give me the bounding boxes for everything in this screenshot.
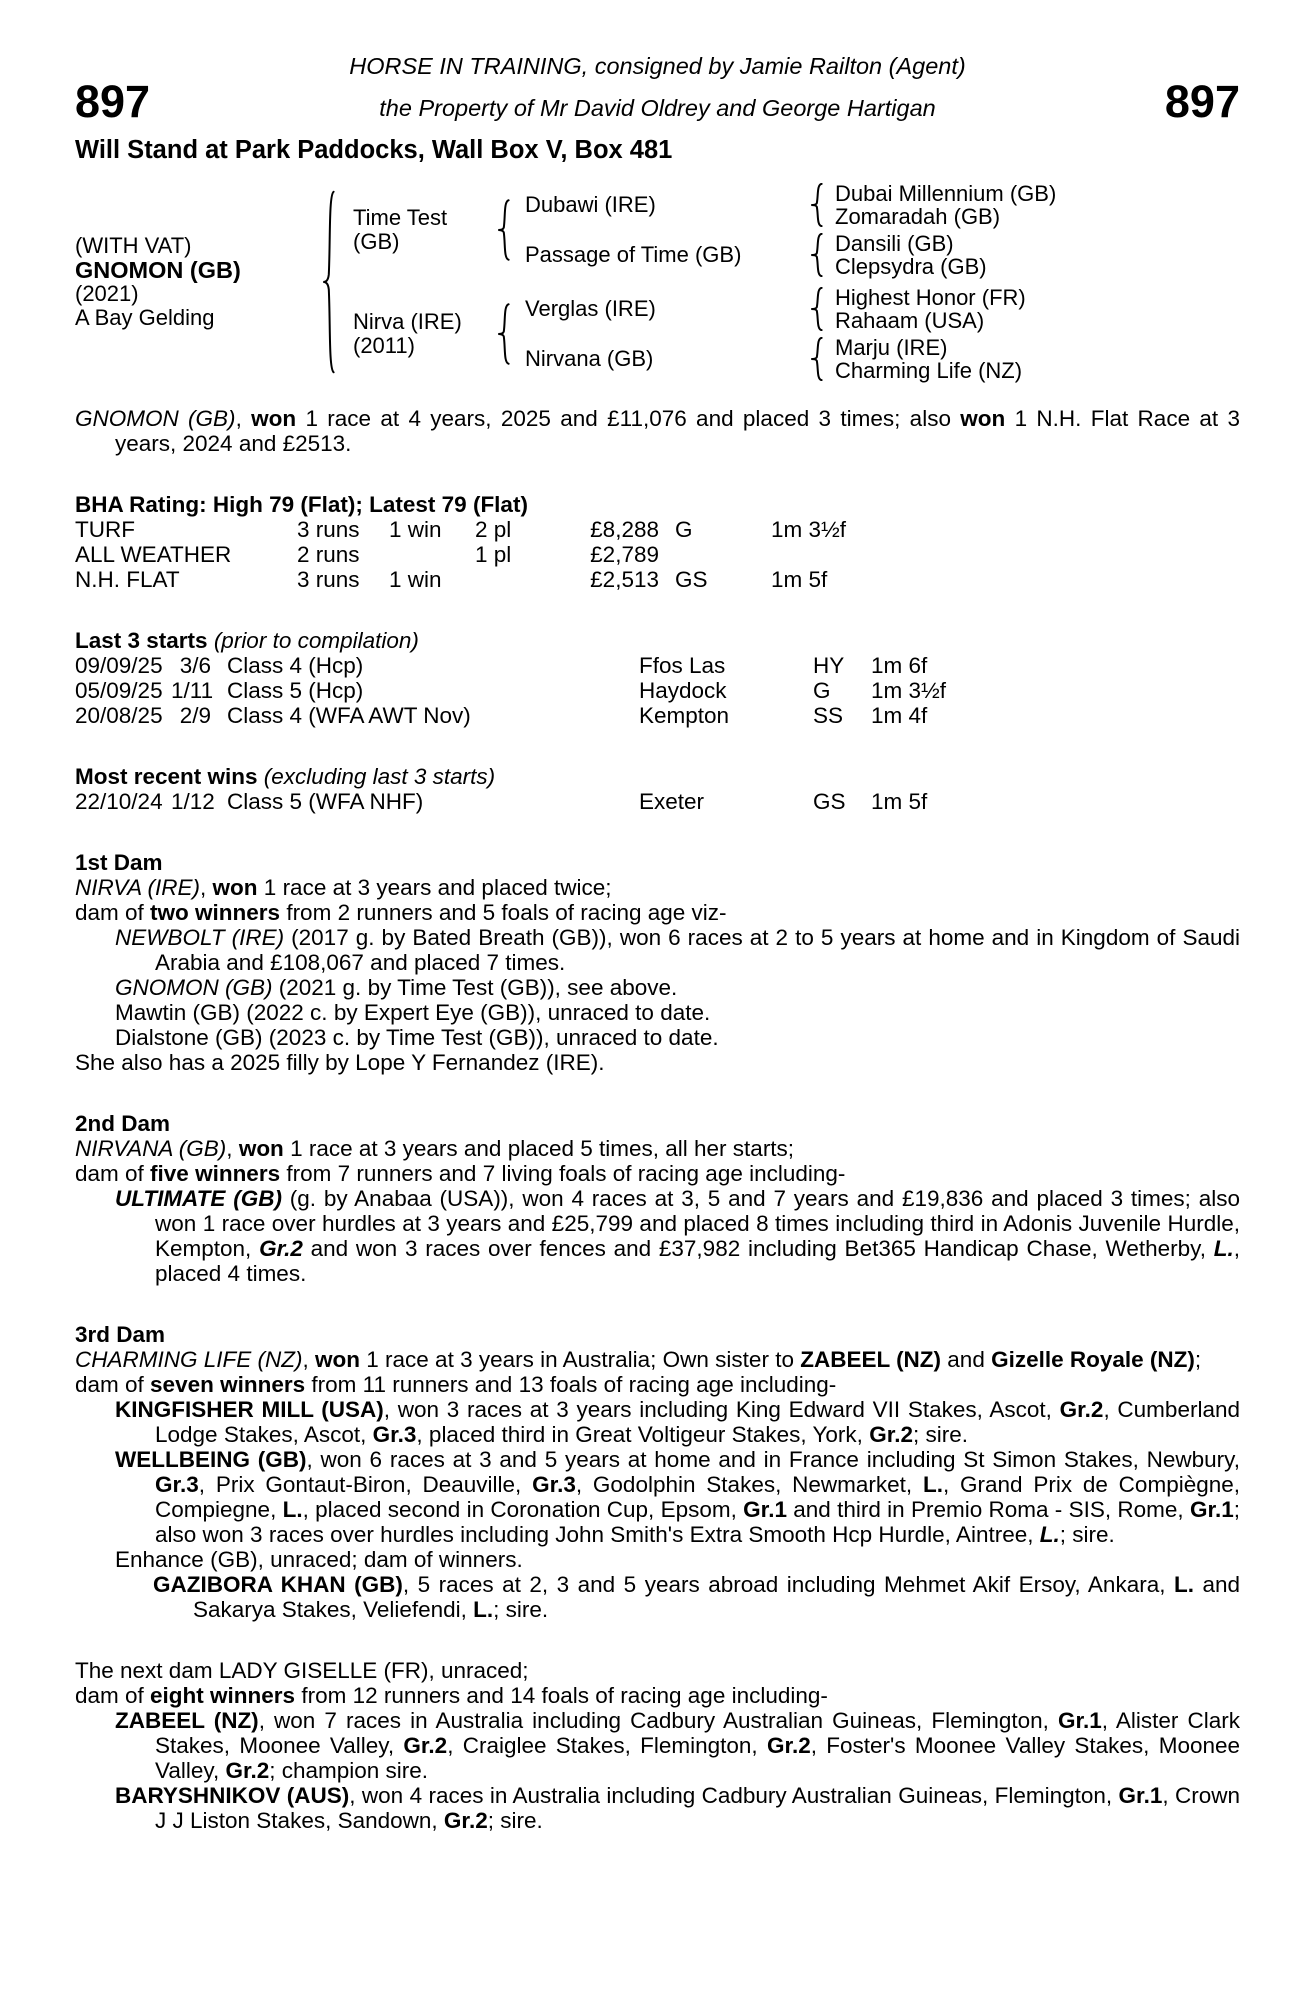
dam-name-block — [341, 310, 491, 358]
text-segment: L. — [473, 1597, 494, 1622]
text-segment: , Alister Clark Stakes, Moonee Valley, — [155, 1708, 1240, 1758]
granddam-name: Nirvana (GB) — [525, 346, 654, 371]
brace-glyph — [495, 199, 511, 261]
dam-paragraph — [75, 1050, 1240, 1075]
text-segment: Gr.2 — [403, 1733, 448, 1758]
text-segment: NEWBOLT (IRE) — [115, 925, 285, 950]
text-segment: (2017 g. by Bated Breath (GB)), won 6 races at 2 to 5 years at home and in Kingdom of Saudi Arabia and £108,067 and placed 7 times. — [155, 925, 1240, 975]
last-starts-heading — [75, 628, 1240, 653]
last-starts-section — [75, 628, 1240, 728]
text-segment: Gr.2 — [869, 1422, 913, 1447]
text-segment: 1 race at 3 years and placed twice; — [257, 875, 612, 900]
start-position: 3/6 — [179, 653, 211, 678]
pedigree-grandparent-row — [515, 182, 1240, 228]
dam-paragraph — [75, 1161, 1240, 1186]
text-segment: dam of — [75, 900, 151, 925]
pedigree-parents — [341, 182, 1240, 382]
table-row — [75, 653, 1240, 678]
text-segment: , Crown J J Liston Stakes, Sandown, — [155, 1783, 1240, 1833]
section-heading-text: Most recent wins — [75, 764, 258, 789]
text-segment: , — [302, 1347, 316, 1372]
table-row — [75, 703, 1240, 728]
offspring-paragraph — [115, 1000, 1240, 1025]
bha-going: G — [675, 517, 693, 542]
text-segment: , won 3 races at 3 years including King Edward VII Stakes, Ascot, — [383, 1397, 1060, 1422]
start-going: G — [813, 678, 831, 703]
dam-paragraph — [75, 875, 1240, 900]
offspring-paragraph — [115, 1186, 1240, 1286]
first-dam-section — [75, 850, 1240, 1075]
bha-distance — [771, 542, 1240, 567]
great-granddam-name: Charming Life (NZ) — [835, 358, 1023, 383]
great-grandsire-name: Dansili (GB) — [835, 231, 954, 256]
text-segment: Gr.1 — [1057, 1708, 1102, 1733]
bha-distance: 1m 3½f — [771, 517, 847, 542]
bha-runs: 2 runs — [297, 542, 360, 567]
text-segment: and won 3 races over fences and £37,982 including Bet365 Handicap Chase, Wetherby, — [302, 1236, 1214, 1261]
vat-note: (WITH VAT) — [75, 233, 192, 258]
bha-surface: TURF — [75, 517, 135, 542]
bha-earnings: £2,513 — [590, 567, 659, 592]
text-segment: (g. by Anabaa (USA)), won 4 races at 3, 5 and 7 years and £19,836 and placed 3 times; also won 1 race over hurdles at 3 years and £25,799 and placed 8 times including third in Adonis Juvenile Hurdle, Kempton, — [155, 1186, 1240, 1261]
text-segment: WELLBEING (GB) — [115, 1447, 307, 1472]
text-segment: , placed 4 times. — [155, 1236, 1240, 1286]
offspring-paragraph — [115, 1708, 1240, 1783]
text-segment: two winners — [150, 900, 281, 925]
text-segment: ULTIMATE (GB) — [115, 1186, 282, 1211]
text-segment: won — [238, 1136, 284, 1161]
text-segment: 1 race at 3 years and placed 5 times, all her starts; — [283, 1136, 795, 1161]
text-segment: Gr.1 — [743, 1497, 787, 1522]
great-granddam-name: Zomaradah (GB) — [835, 204, 1001, 229]
pedigree-brace — [315, 188, 341, 376]
text-segment: and — [941, 1347, 992, 1372]
win-going: GS — [813, 789, 846, 814]
bha-places — [475, 567, 561, 592]
text-segment: 1 N.H. Flat Race at 3 years, 2024 and £2513. — [115, 406, 1240, 456]
text-segment: ; — [1194, 1347, 1202, 1372]
text-segment: Gr.1 — [1118, 1783, 1163, 1808]
brace-glyph — [808, 287, 824, 331]
start-race: Class 4 (Hcp) — [227, 653, 364, 678]
text-segment: Dialstone (GB) (2023 c. by Time Test (GB)), unraced to date. — [115, 1025, 719, 1050]
start-going: SS — [813, 703, 844, 728]
great-grandparent-pair — [827, 182, 1240, 228]
offspring-paragraph — [115, 975, 1240, 1000]
text-segment: Mawtin (GB) (2022 c. by Expert Eye (GB)), unraced to date. — [115, 1000, 711, 1025]
text-segment: , 5 races at 2, 3 and 5 years abroad including Mehmet Akif Ersoy, Ankara, — [402, 1572, 1174, 1597]
section-heading-note: (excluding last 3 starts) — [257, 764, 496, 789]
start-date: 05/09/25 — [75, 678, 163, 703]
bha-places: 2 pl — [475, 517, 512, 542]
consignment-header: HORSE IN TRAINING, consigned by Jamie Railton (Agent) — [349, 53, 966, 79]
bha-places: 1 pl — [475, 542, 512, 567]
text-segment: Gr.2 — [225, 1758, 270, 1783]
text-segment: from 2 runners and 5 foals of racing age viz- — [280, 900, 727, 925]
text-segment: , — [200, 875, 213, 900]
property-line: the Property of Mr David Oldrey and George Hartigan — [379, 95, 936, 121]
great-grandparent-pair — [827, 336, 1240, 382]
horse-name: GNOMON (GB) — [75, 257, 241, 283]
offspring-paragraph — [115, 1547, 1240, 1572]
text-segment: The next dam LADY GISELLE (FR), unraced; — [75, 1658, 529, 1683]
bha-wins — [389, 542, 475, 567]
text-segment: ZABEEL (NZ) — [115, 1708, 259, 1733]
text-segment: eight winners — [150, 1683, 296, 1708]
text-segment: from 11 runners and 13 foals of racing age including- — [305, 1372, 837, 1397]
great-granddam-name: Rahaam (USA) — [835, 308, 985, 333]
text-segment: Gr.3 — [155, 1472, 199, 1497]
offspring-paragraph — [115, 1397, 1240, 1447]
dam-paragraph — [75, 1683, 1240, 1708]
start-distance: 1m 4f — [871, 703, 928, 728]
dam-paragraph — [75, 1372, 1240, 1397]
text-segment: and third in Premio Roma - SIS, Rome, — [786, 1497, 1190, 1522]
start-date: 09/09/25 — [75, 653, 163, 678]
start-position: 2/9 — [179, 703, 211, 728]
pedigree-sire-branch — [341, 182, 1240, 278]
recent-wins-section — [75, 764, 1240, 814]
third-dam-section — [75, 1322, 1240, 1622]
text-segment: ; champion sire. — [269, 1758, 429, 1783]
text-segment: BARYSHNIKOV (AUS) — [115, 1783, 350, 1808]
great-grandsire-name: Marju (IRE) — [835, 335, 948, 360]
section-heading-note: (prior to compilation) — [207, 628, 419, 653]
start-distance: 1m 6f — [871, 653, 928, 678]
pedigree-brace — [805, 337, 827, 381]
text-segment: , Cumberland Lodge Stakes, Ascot, — [155, 1397, 1240, 1447]
pedigree-brace — [491, 199, 515, 261]
start-course: Kempton — [639, 703, 730, 728]
text-segment: L. — [1039, 1522, 1060, 1547]
great-grandparent-pair — [827, 232, 1240, 278]
text-segment: ; sire. — [493, 1597, 549, 1622]
dam-paragraph — [75, 1347, 1240, 1372]
text-segment: , won 7 races in Australia including Cadbury Australian Guineas, Flemington, — [258, 1708, 1058, 1733]
text-segment: She also has a 2025 filly by Lope Y Fernandez (IRE). — [75, 1050, 605, 1075]
grandsire-name: Dubawi (IRE) — [525, 192, 656, 217]
text-segment: and Sakarya Stakes, Veliefendi, — [193, 1572, 1241, 1622]
table-row — [75, 542, 1240, 567]
offspring-paragraph — [115, 1447, 1240, 1547]
bha-runs: 3 runs — [297, 517, 360, 542]
bha-wins: 1 win — [389, 567, 442, 592]
start-date: 20/08/25 — [75, 703, 163, 728]
dam-paragraph — [75, 1136, 1240, 1161]
brace-glyph — [808, 233, 824, 277]
offspring-paragraph — [115, 1783, 1240, 1833]
text-segment: GNOMON (GB) — [75, 406, 236, 431]
text-segment: Gr.1 — [1189, 1497, 1234, 1522]
stand-location: Will Stand at Park Paddocks, Wall Box V, Box 481 — [75, 136, 673, 164]
dam-grandparents — [515, 286, 1240, 382]
section-heading-text: Last 3 starts — [75, 628, 208, 653]
pedigree-table — [75, 182, 1240, 382]
start-distance: 1m 3½f — [871, 678, 947, 703]
text-segment: , — [226, 1136, 239, 1161]
recent-wins-heading — [75, 764, 1240, 789]
start-position: 1/11 — [171, 678, 214, 703]
text-segment: 1 race at 4 years, 2025 and £11,076 and placed 3 times; also — [296, 406, 961, 431]
text-segment: Gizelle Royale (NZ) — [991, 1347, 1195, 1372]
next-dam-section — [75, 1658, 1240, 1833]
sire-name: Time Test (GB) — [353, 205, 448, 254]
dam-heading: 1st Dam — [75, 850, 163, 875]
text-segment: , Prix Gontaut-Biron, Deauville, — [198, 1472, 533, 1497]
lot-number-left: 897 — [75, 76, 151, 127]
text-segment: ; sire. — [1059, 1522, 1115, 1547]
bha-rating-heading: BHA Rating: High 79 (Flat); Latest 79 (Flat) — [75, 492, 528, 517]
pedigree-subject — [75, 234, 315, 330]
pedigree-grandparent-row — [515, 232, 1240, 278]
text-segment: , Grand Prix de Compiègne, Compiegne, — [155, 1472, 1241, 1522]
great-granddam-name: Clepsydra (GB) — [835, 254, 987, 279]
text-segment: Gr.2 — [1059, 1397, 1104, 1422]
brace-glyph — [320, 188, 336, 376]
win-date: 22/10/24 — [75, 789, 163, 814]
text-segment: L. — [282, 1497, 303, 1522]
great-grandsire-name: Highest Honor (FR) — [835, 285, 1026, 310]
table-row — [75, 517, 1240, 542]
text-segment: ZABEEL (NZ) — [800, 1347, 942, 1372]
text-segment: , — [235, 406, 252, 431]
text-segment: Enhance (GB), unraced; dam of winners. — [115, 1547, 523, 1572]
bha-distance: 1m 5f — [771, 567, 828, 592]
win-distance: 1m 5f — [871, 789, 928, 814]
text-segment: L. — [922, 1472, 943, 1497]
pedigree-brace — [491, 303, 515, 365]
foaling-year: (2021) — [75, 281, 139, 306]
offspring-paragraph — [153, 1572, 1240, 1622]
start-going: HY — [813, 653, 845, 678]
start-race: Class 5 (Hcp) — [227, 678, 364, 703]
pedigree-grandparent-row — [515, 336, 1240, 382]
text-segment: , won 4 races in Australia including Cadbury Australian Guineas, Flemington, — [349, 1783, 1119, 1808]
sire-grandparents — [515, 182, 1240, 278]
bha-going — [659, 542, 771, 567]
pedigree-brace — [805, 183, 827, 227]
bha-wins: 1 win — [389, 517, 442, 542]
bha-surface: N.H. FLAT — [75, 567, 180, 592]
pedigree-brace — [805, 287, 827, 331]
text-segment: won — [251, 406, 297, 431]
dam-name: Nirva (IRE) — [353, 309, 462, 334]
text-segment: dam of — [75, 1372, 151, 1397]
text-segment: won — [212, 875, 258, 900]
text-segment: (2021 g. by Time Test (GB)), see above. — [272, 975, 678, 1000]
text-segment: , placed second in Coronation Cup, Epsom, — [302, 1497, 744, 1522]
brace-glyph — [808, 183, 824, 227]
bha-earnings: £2,789 — [590, 542, 659, 567]
horse-description: A Bay Gelding — [75, 305, 215, 330]
start-course: Haydock — [639, 678, 727, 703]
win-race: Class 5 (WFA NHF) — [227, 789, 424, 814]
table-row — [75, 789, 1240, 814]
brace-glyph — [808, 337, 824, 381]
text-segment: won — [315, 1347, 361, 1372]
text-segment: seven winners — [150, 1372, 306, 1397]
start-race: Class 4 (WFA AWT Nov) — [227, 703, 471, 728]
text-segment: NIRVANA (GB) — [75, 1136, 227, 1161]
text-segment: ; sire. — [487, 1808, 543, 1833]
grandsire-name: Verglas (IRE) — [525, 296, 656, 321]
text-segment: Gr.2 — [259, 1236, 303, 1261]
text-segment: ; sire. — [912, 1422, 968, 1447]
table-row — [75, 567, 1240, 592]
text-segment: Gr.3 — [532, 1472, 576, 1497]
race-summary — [75, 406, 1240, 456]
dam-paragraph — [75, 900, 1240, 925]
pedigree-dam-branch — [341, 286, 1240, 382]
pedigree-grandparent-row — [515, 286, 1240, 332]
second-dam-section — [75, 1111, 1240, 1286]
text-segment: CHARMING LIFE (NZ) — [75, 1347, 303, 1372]
text-segment: Gr.3 — [372, 1422, 417, 1447]
text-segment: dam of — [75, 1161, 151, 1186]
offspring-paragraph — [115, 1025, 1240, 1050]
great-grandparent-pair — [827, 286, 1240, 332]
great-grandsire-name: Dubai Millennium (GB) — [835, 181, 1057, 206]
text-segment: 1 race at 3 years in Australia; Own sister to — [360, 1347, 801, 1372]
text-segment: Gr.2 — [766, 1733, 811, 1758]
dam-paragraph — [75, 1658, 1240, 1683]
text-segment: , placed third in Great Voltigeur Stakes, York, — [416, 1422, 870, 1447]
text-segment: , Craiglee Stakes, Flemington, — [447, 1733, 767, 1758]
dam-year: (2011) — [353, 333, 415, 358]
bha-runs: 3 runs — [297, 567, 360, 592]
text-segment: won — [960, 406, 1006, 431]
text-segment: , Godolphin Stakes, Newmarket, — [575, 1472, 923, 1497]
text-segment: ; also won 3 races over hurdles including John Smith's Extra Smooth Hcp Hurdle, Aintree, — [155, 1497, 1241, 1547]
text-segment: GNOMON (GB) — [115, 975, 273, 1000]
bha-going: GS — [675, 567, 708, 592]
win-position: 1/12 — [171, 789, 215, 814]
text-segment: KINGFISHER MILL (USA) — [115, 1397, 384, 1422]
text-segment: five winners — [150, 1161, 281, 1186]
offspring-paragraph — [115, 925, 1240, 975]
bha-rating-section — [75, 492, 1240, 592]
text-segment: L. — [1213, 1236, 1234, 1261]
table-row — [75, 678, 1240, 703]
win-course: Exeter — [639, 789, 705, 814]
brace-glyph — [495, 303, 511, 365]
granddam-name: Passage of Time (GB) — [525, 242, 742, 267]
text-segment: , won 6 races at 3 and 5 years at home and in France including St Simon Stakes, Newbury, — [306, 1447, 1240, 1472]
bha-surface: ALL WEATHER — [75, 542, 232, 567]
text-segment: , Foster's Moonee Valley Stakes, Moonee Valley, — [155, 1733, 1241, 1783]
lot-number-right: 897 — [1164, 76, 1240, 127]
text-segment: Gr.2 — [443, 1808, 488, 1833]
start-course: Ffos Las — [639, 653, 726, 678]
pedigree-brace — [805, 233, 827, 277]
text-segment: from 7 runners and 7 living foals of racing age including- — [280, 1161, 846, 1186]
text-segment: L. — [1173, 1572, 1194, 1597]
dam-heading: 3rd Dam — [75, 1322, 166, 1347]
dam-heading: 2nd Dam — [75, 1111, 171, 1136]
text-segment: dam of — [75, 1683, 151, 1708]
text-segment: NIRVA (IRE) — [75, 875, 201, 900]
text-segment: GAZIBORA KHAN (GB) — [153, 1572, 403, 1597]
lot-header — [75, 76, 1240, 127]
bha-earnings: £8,288 — [590, 517, 659, 542]
text-segment: from 12 runners and 14 foals of racing age including- — [295, 1683, 828, 1708]
